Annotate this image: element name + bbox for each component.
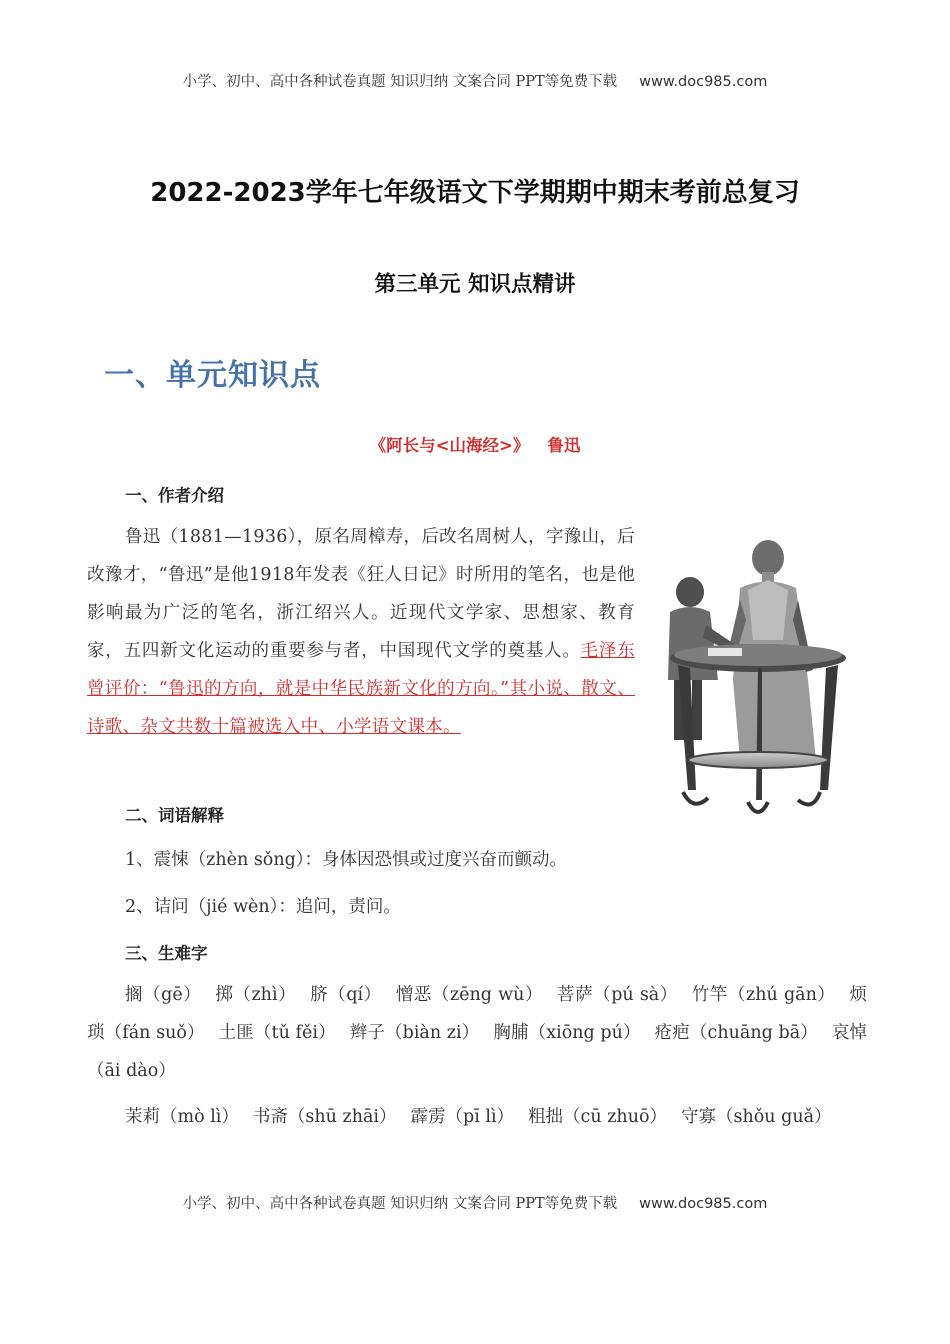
char-item: 掷（zhì） <box>215 985 297 1005</box>
author-intro-heading: 一、作者介绍 <box>125 486 224 505</box>
char-item: 守寡（shǒu guǎ） <box>681 1107 832 1127</box>
footer-site-link[interactable]: www.doc985.com <box>639 1196 768 1212</box>
char-item: 菩萨（pú sà） <box>557 985 678 1005</box>
char-item: 茉莉（mò lì） <box>125 1107 239 1127</box>
document-subtitle: 第三单元 知识点精讲 <box>374 272 576 297</box>
page-header <box>0 70 950 91</box>
char-item: 憎恶（zēng wù） <box>395 985 544 1005</box>
author-intro-paragraph <box>87 518 635 746</box>
lesson-title-line <box>0 432 950 456</box>
document-title: 2022-2023学年七年级语文下学期期中期末考前总复习 <box>150 178 800 208</box>
vocab-heading: 二、词语解释 <box>125 806 224 825</box>
char-item: 搁（gē） <box>125 985 202 1005</box>
char-item: 粗拙（cū zhuō） <box>528 1107 667 1127</box>
lesson-author: 鲁迅 <box>547 436 581 455</box>
char-item: 土匪（tǔ fěi） <box>218 1023 336 1043</box>
header-site-link[interactable]: www.doc985.com <box>639 74 768 90</box>
hard-chars-heading: 三、生难字 <box>125 944 208 963</box>
char-item: 脐（qí） <box>310 985 382 1005</box>
footer-text: 小学、初中、高中各种试卷真题 知识归纳 文案合同 PPT等免费下载 <box>182 1196 618 1212</box>
vocab-item-1: 1、震悚（zhèn sǒng）：身体因恐惧或过度兴奋而颤动。 <box>125 850 568 870</box>
char-item: 烦琐（fán suǒ） <box>87 985 867 1043</box>
header-text: 小学、初中、高中各种试卷真题 知识归纳 文案合同 PPT等免费下载 <box>182 74 618 90</box>
char-item: 胸脯（xiōng pú） <box>493 1023 641 1043</box>
char-item: 竹竿（zhú gān） <box>691 985 836 1005</box>
char-item: 辫子（biàn zi） <box>349 1023 480 1043</box>
author-intro-highlight: 毛泽东曾评价：“鲁迅的方向，就是中华民族新文化的方向。”其小说、散文、诗歌、杂文共数十篇被选入中、小学语文课本。 <box>87 641 635 737</box>
char-item: 哀悼（āi dào） <box>87 1023 868 1081</box>
lesson-title: 《阿长与<山海经>》 <box>369 436 530 455</box>
illustration-image <box>648 530 858 830</box>
author-intro-text: 鲁迅（1881—1936），原名周樟寿，后改名周树人，字豫山，后改豫才，“鲁迅”是他1918年发表《狂人日记》时所用的笔名，也是他影响最为广泛的笔名，浙江绍兴人。近现代文学家、思想家、教育家，五四新文化运动的重要参与者，中国现代文学的奠基人。 <box>87 527 635 661</box>
hard-chars-group-1 <box>87 976 867 1090</box>
section-heading: 一、单元知识点 <box>104 358 321 393</box>
page-footer <box>0 1192 950 1213</box>
char-item: 书斋（shū zhāi） <box>252 1107 397 1127</box>
hard-chars-group-2 <box>87 1098 867 1136</box>
char-item: 霹雳（pī lì） <box>410 1107 515 1127</box>
char-item: 疮疤（chuāng bā） <box>654 1023 818 1043</box>
vocab-item-2: 2、诘问（jié wèn）：追问，责问。 <box>125 897 401 917</box>
